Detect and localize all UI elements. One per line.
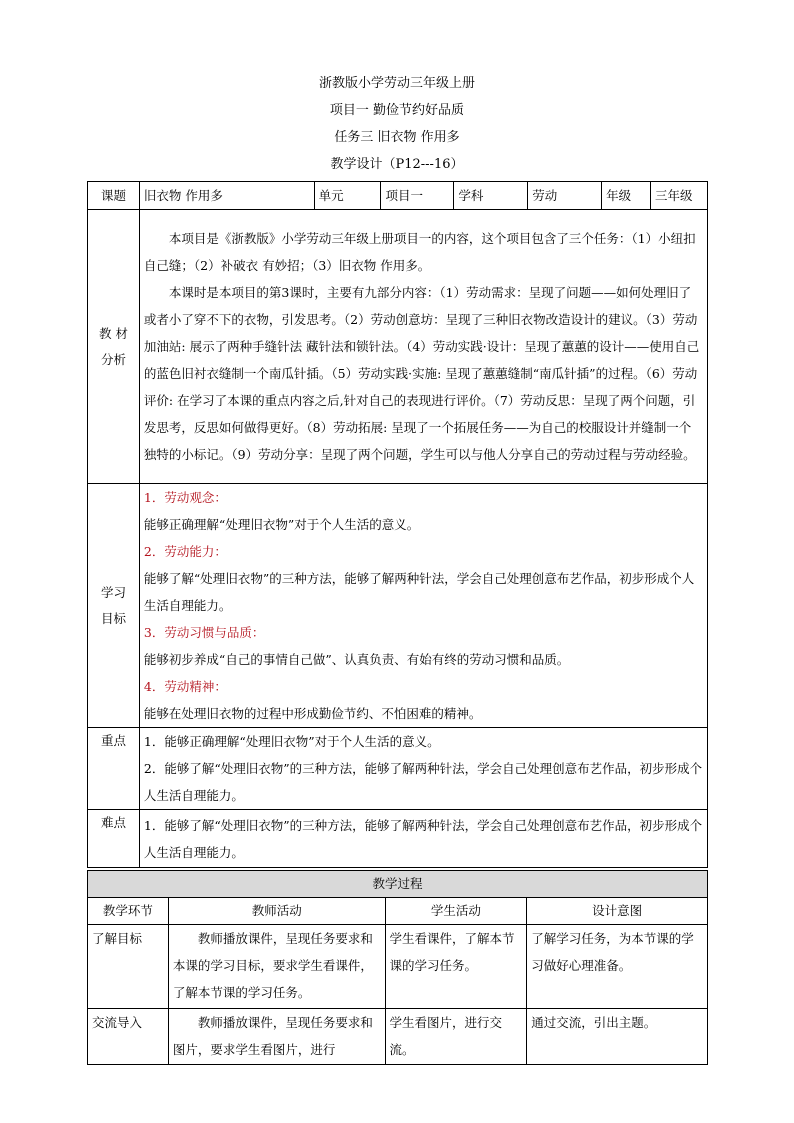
analysis-row (88, 210, 708, 484)
keypoint-2: 2．能够了解“处理旧衣物”的三种方法，能够了解两种针法，学会自己处理创意布艺作品，初步形成个人生活自理能力。 (143, 761, 703, 803)
objectives-label-line2: 目标 (100, 610, 126, 626)
objective-heading-3: 3．劳动习惯与品质： (143, 625, 265, 640)
title-design: 教学设计（P12---16） (330, 157, 464, 172)
difficulties-content (139, 810, 707, 868)
title-textbook: 浙教版小学劳动三年级上册 (318, 76, 475, 91)
objectives-label-line1: 学习 (100, 584, 126, 600)
difficulties-row (88, 810, 708, 868)
process-title-row (88, 871, 708, 898)
header-stage: 教学环节 (88, 898, 169, 925)
title-project: 项目一 勤俭节约好品质 (329, 103, 465, 118)
objective-text-1: 能够正确理解“处理旧衣物”对于个人生活的意义。 (143, 517, 420, 532)
process-title: 教学过程 (88, 871, 708, 898)
objectives-label (88, 484, 140, 728)
analysis-content (139, 210, 707, 484)
document-titles (0, 70, 794, 178)
header-student: 学生活动 (385, 898, 527, 925)
nianji-value: 三年级 (651, 182, 708, 210)
header-intent: 设计意图 (527, 898, 708, 925)
objective-text-3: 能够初步养成“自己的事情自己做”、认真负责、有始有终的劳动习惯和品质。 (143, 652, 570, 667)
lesson-info-table (87, 181, 708, 868)
analysis-label (88, 210, 140, 484)
nianji-label: 年级 (602, 182, 651, 210)
objective-text-2: 能够了解“处理旧衣物”的三种方法，能够了解两种针法，学会自己处理创意布艺作品，初步形成个人生活自理能力。 (143, 571, 695, 613)
process-header-row (88, 898, 708, 925)
row-student: 学生看课件，了解本节课的学习任务。 (385, 925, 527, 1009)
difficulty-1: 1．能够了解“处理旧衣物”的三种方法，能够了解两种针法，学会自己处理创意布艺作品，初步形成个人生活自理能力。 (143, 817, 703, 860)
table-row (88, 1009, 708, 1065)
analysis-paragraph-1: 本项目是《浙教版》小学劳动三年级上册项目一的内容，这个项目包含了三个任务：（1）小纽扣 自己缝；（2）补破衣 有妙招；（3）旧衣物 作用多。 (143, 231, 696, 273)
objective-text-4: 能够在处理旧衣物的过程中形成勤俭节约、不怕困难的精神。 (143, 706, 482, 721)
difficulties-label: 难点 (88, 810, 140, 868)
objectives-content (139, 484, 707, 728)
objectives-row (88, 484, 708, 728)
keti-value: 旧衣物 作用多 (139, 182, 314, 210)
row-teacher: 教师播放课件，呈现任务要求和图片，要求学生看图片，进行 (168, 1009, 385, 1065)
keypoints-row (88, 728, 708, 810)
danyuan-value: 项目一 (381, 182, 454, 210)
row-student: 学生看图片，进行交流。 (385, 1009, 527, 1065)
row-intent: 了解学习任务，为本节课的学习做好心理准备。 (527, 925, 708, 1009)
info-row (88, 182, 708, 210)
objective-heading-4: 4．劳动精神： (143, 679, 227, 694)
teaching-process-table (87, 870, 708, 1065)
keypoints-label: 重点 (88, 728, 140, 810)
row-stage: 交流导入 (88, 1009, 169, 1065)
header-teacher: 教师活动 (168, 898, 385, 925)
row-teacher: 教师播放课件，呈现任务要求和本课的学习目标，要求学生看课件，了解本节课的学习任务。 (168, 925, 385, 1009)
xueke-value: 劳动 (528, 182, 602, 210)
row-stage: 了解目标 (88, 925, 169, 1009)
title-task: 任务三 旧衣物 作用多 (334, 130, 460, 145)
xueke-label: 学科 (454, 182, 528, 210)
objective-heading-2: 2．劳动能力： (143, 544, 227, 559)
objective-heading-1: 1．劳动观念： (143, 490, 227, 505)
analysis-label-line2: 分析 (100, 351, 126, 367)
danyuan-label: 单元 (314, 182, 381, 210)
table-row (88, 925, 708, 1009)
keti-label: 课题 (88, 182, 140, 210)
row-intent: 通过交流，引出主题。 (527, 1009, 708, 1065)
analysis-paragraph-2: 本课时是本项目的第3课时，主要有九部分内容：（1）劳动需求：呈现了问题——如何处理旧了或者小了穿不下的衣物，引发思考。（2）劳动创意坊：呈现了三种旧衣物改造设计的建议。（3）劳动加油站: 展示了两种手缝针法 藏针法和锁针法。（4）劳动实践·设计：呈现了蕙蕙的设计——使用自己的蓝色旧衬衣缝制一个南瓜针插。（5）劳动实践·实施: 呈现了蕙蕙缝制“南瓜针插”的过程。（6）劳动评价: 在学习了本课的重点内容之后,针对自己的表现进行评价。（7）劳动反思：呈现了两个问题，引发思考，反思如何做得更好。（8）劳动拓展: 呈现了一个拓展任务——为自己的校服设计并缝制一个独特的小标记。（9）劳动分享：呈现了两个问题，学生可以与他人分享自己的劳动过程与劳动经验。 (143, 285, 700, 462)
keypoints-content (139, 728, 707, 810)
keypoint-1: 1．能够正确理解“处理旧衣物”对于个人生活的意义。 (143, 734, 440, 749)
analysis-label-line1: 教 材 (98, 325, 128, 341)
